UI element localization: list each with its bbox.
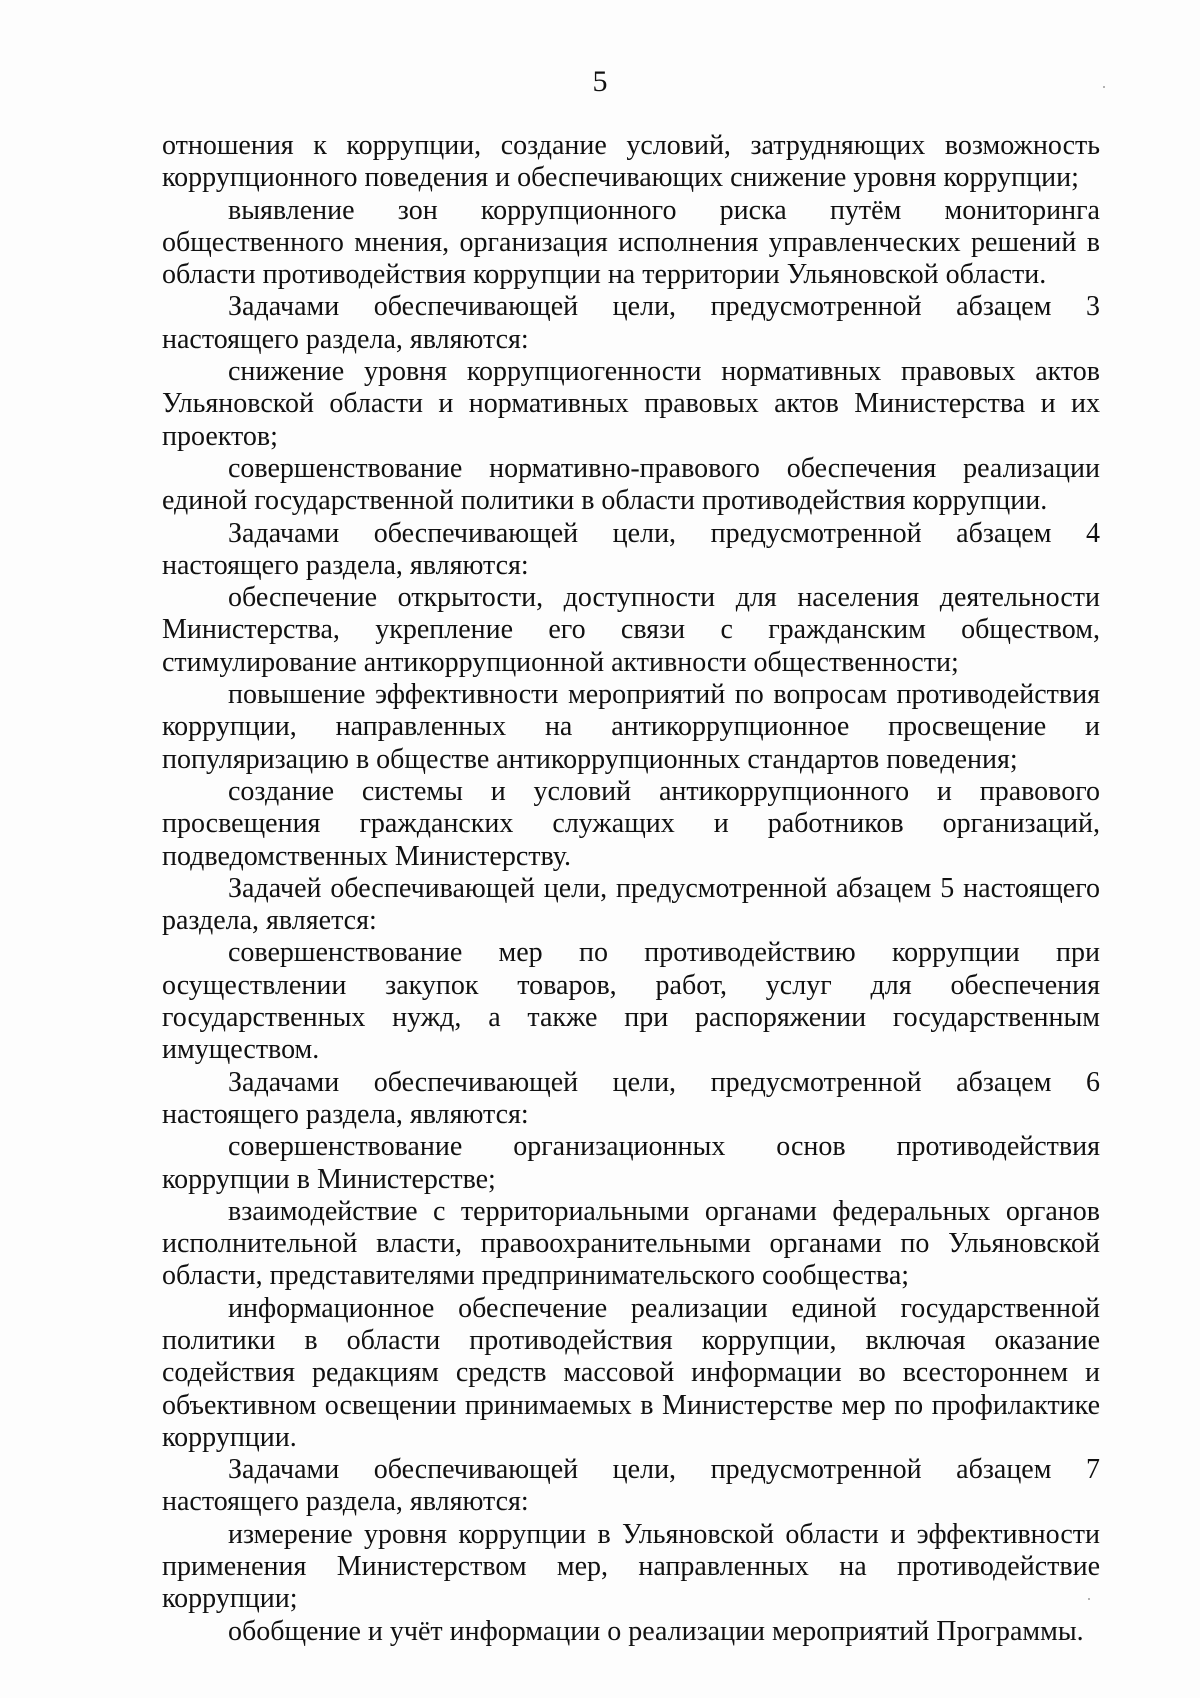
paragraph: совершенствование мер по противодействию коррупции при осуществлении закупок товаров, работ, услуг для обеспечения государственных нужд, а также при распоряжении государственным имуществом.	[162, 937, 1100, 1066]
paragraph: Задачами обеспечивающей цели, предусмотренной абзацем 3 настоящего раздела, являются:	[162, 291, 1100, 355]
paragraph: Задачами обеспечивающей цели, предусмотренной абзацем 6 настоящего раздела, являются:	[162, 1066, 1100, 1130]
page-number: 5	[592, 65, 608, 98]
paragraph: Задачами обеспечивающей цели, предусмотренной абзацем 4 настоящего раздела, являются:	[162, 517, 1100, 581]
paragraph: отношения к коррупции, создание условий, затрудняющих возможность коррупционного поведения и обеспечивающих снижение уровня коррупции;	[162, 130, 1100, 194]
paragraph: создание системы и условий антикоррупционного и правового просвещения гражданских служащих и работников организаций, подведомственных Министерству.	[162, 775, 1100, 872]
paragraph: информационное обеспечение реализации единой государственной политики в области противодействия коррупции, включая оказание содействия редакциям средств массовой информации во всестороннем и объективном освещении принимаемых в Министерстве мер по профилактике коррупции.	[162, 1292, 1100, 1453]
paragraph: Задачей обеспечивающей цели, предусмотренной абзацем 5 настоящего раздела, является:	[162, 872, 1100, 937]
paragraph: измерение уровня коррупции в Ульяновской области и эффективности применения Министерством мер, направленных на противодействие коррупции;	[162, 1518, 1100, 1615]
paragraph: снижение уровня коррупциогенности нормативных правовых актов Ульяновской области и нормативных правовых актов Министерства и их проектов;	[162, 356, 1100, 452]
paragraph: обеспечение открытости, доступности для населения деятельности Министерства, укрепление его связи с гражданским обществом, стимулирование антикоррупционной активности общественности;	[162, 582, 1100, 678]
scan-speck	[1088, 1598, 1090, 1600]
paragraph: Задачами обеспечивающей цели, предусмотренной абзацем 7 настоящего раздела, являются:	[162, 1454, 1100, 1518]
scan-speck	[1103, 86, 1105, 88]
paragraph: повышение эффективности мероприятий по вопросам противодействия коррупции, направленных на антикоррупционное просвещение и популяризацию в обществе антикоррупционных стандартов поведения;	[162, 679, 1100, 775]
document-body	[162, 130, 1100, 1648]
paragraph: выявление зон коррупционного риска путём мониторинга общественного мнения, организация исполнения управленческих решений в области противодействия коррупции на территории Ульяновской области.	[162, 194, 1100, 291]
paragraph: совершенствование нормативно-правового обеспечения реализации единой государственной политики в области противодействия коррупции.	[162, 452, 1100, 517]
paragraph: обобщение и учёт информации о реализации мероприятий Программы.	[228, 1615, 1084, 1647]
paragraph: взаимодействие с территориальными органами федеральных органов исполнительной власти, правоохранительными органами по Ульяновской области, представителями предпринимательского сообщества;	[162, 1195, 1100, 1292]
paragraph: совершенствование организационных основ противодействия коррупции в Министерстве;	[162, 1131, 1100, 1195]
